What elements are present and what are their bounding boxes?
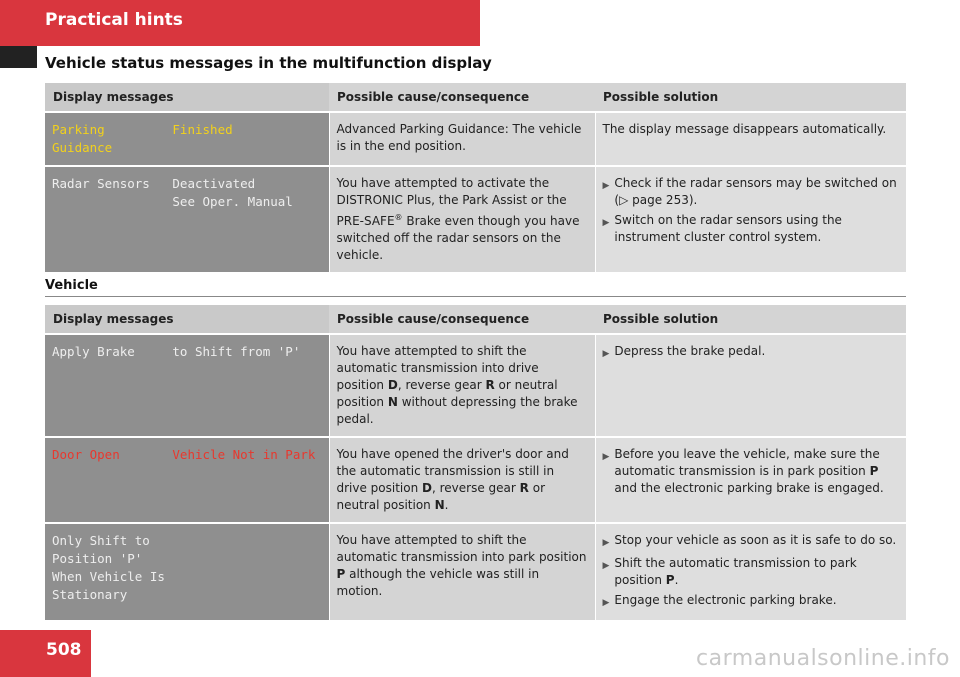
- display-message-line: Apply Brake to Shift from 'P': [52, 344, 301, 359]
- cause-text: You have attempted to shift the automatic transmission into park position P although the vehicle was still in motion.: [336, 533, 587, 598]
- table-header-row: [45, 305, 906, 334]
- column-header-display: Display messages: [45, 305, 329, 334]
- solution-item: [603, 532, 899, 552]
- display-message-cell: [45, 523, 329, 621]
- cause-cell: [329, 523, 595, 621]
- display-message-line: Stationary: [52, 587, 128, 602]
- solution-text: Before you leave the vehicle, make sure the automatic transmission is in park position P and the electronic parking brake is engaged.: [614, 447, 884, 495]
- solution-text: Shift the automatic transmission to park position P.: [614, 556, 857, 587]
- subsection-title: Vehicle: [45, 278, 98, 293]
- solution-text: The display message disappears automatically.: [602, 122, 887, 136]
- cause-text: Advanced Parking Guidance: The vehicle is in the end position.: [336, 122, 582, 153]
- display-message-cell: [45, 166, 329, 273]
- display-message-line: Radar Sensors Deactivated: [52, 176, 256, 191]
- table-header-row: [45, 83, 906, 112]
- table-row: [45, 112, 906, 166]
- solution-item: [603, 592, 899, 612]
- solution-item: [603, 343, 899, 363]
- display-message-line: When Vehicle Is: [52, 569, 165, 584]
- solution-text: Depress the brake pedal.: [614, 344, 766, 358]
- vehicle-messages-table: [45, 305, 906, 622]
- solution-text: Stop your vehicle as soon as it is safe to do so.: [614, 533, 897, 547]
- cause-text: You have attempted to shift the automatic transmission into drive position D, reverse gear R or neutral position N without depressing the brake pedal.: [336, 344, 578, 426]
- display-message-cell: [45, 334, 329, 437]
- column-header-solution: Possible solution: [595, 305, 906, 334]
- display-message-cell: [45, 112, 329, 166]
- subsection-divider: [45, 296, 906, 297]
- solution-item: [603, 175, 899, 209]
- cause-cell: [329, 437, 595, 523]
- watermark: carmanualsonline.info: [696, 646, 950, 671]
- solution-text: Switch on the radar sensors using the instrument cluster control system.: [614, 213, 842, 244]
- cause-cell: [329, 112, 595, 166]
- header-title: Practical hints: [45, 10, 183, 30]
- table-body: [45, 334, 906, 621]
- cause-cell: [329, 334, 595, 437]
- solution-cell: [595, 437, 906, 523]
- display-message-line: Door Open Vehicle Not in Park: [52, 447, 316, 462]
- table-row: [45, 437, 906, 523]
- bullet-arrow-icon: ▶: [602, 598, 610, 608]
- bullet-arrow-icon: ▶: [602, 349, 610, 359]
- bullet-arrow-icon: ▶: [602, 218, 610, 228]
- display-message-line: See Oper. Manual: [52, 194, 293, 209]
- solution-text: Check if the radar sensors may be switched on (▷ page 253).: [614, 176, 897, 207]
- solution-item: [603, 121, 899, 138]
- column-header-cause: Possible cause/consequence: [329, 83, 595, 112]
- solution-cell: [595, 523, 906, 621]
- solution-item: [603, 446, 899, 497]
- display-message-cell: [45, 437, 329, 523]
- header-tab-marker: [0, 46, 37, 68]
- bullet-arrow-icon: ▶: [602, 452, 610, 462]
- column-header-display: Display messages: [45, 83, 329, 112]
- solution-item: [603, 212, 899, 246]
- status-messages-table: [45, 83, 906, 274]
- display-message-line: Position 'P': [52, 551, 143, 566]
- solution-cell: [595, 334, 906, 437]
- table-row: [45, 334, 906, 437]
- cause-text: You have attempted to activate the DISTRONIC Plus, the Park Assist or the PRE-SAFE® Brake even though you have switched off the radar sensors on the vehicle.: [336, 176, 580, 262]
- bullet-arrow-icon: ▶: [602, 561, 610, 571]
- solution-text: Engage the electronic parking brake.: [614, 593, 837, 607]
- page-number: 508: [46, 640, 82, 660]
- table-body: [45, 112, 906, 273]
- solution-item: [603, 555, 899, 589]
- column-header-solution: Possible solution: [595, 83, 906, 112]
- bullet-arrow-icon: ▶: [602, 538, 610, 548]
- table-row: [45, 166, 906, 273]
- column-header-cause: Possible cause/consequence: [329, 305, 595, 334]
- display-message-line: Only Shift to: [52, 533, 150, 548]
- solution-cell: [595, 166, 906, 273]
- display-message-line: Parking Finished: [52, 122, 233, 137]
- section-title: Vehicle status messages in the multifunction display: [45, 54, 492, 72]
- table-row: [45, 523, 906, 621]
- cause-text: You have opened the driver's door and the automatic transmission is still in drive position D, reverse gear R or neutral position N.: [336, 447, 569, 512]
- bullet-arrow-icon: ▶: [602, 181, 610, 191]
- solution-cell: [595, 112, 906, 166]
- display-message-line: Guidance: [52, 140, 113, 155]
- cause-cell: [329, 166, 595, 273]
